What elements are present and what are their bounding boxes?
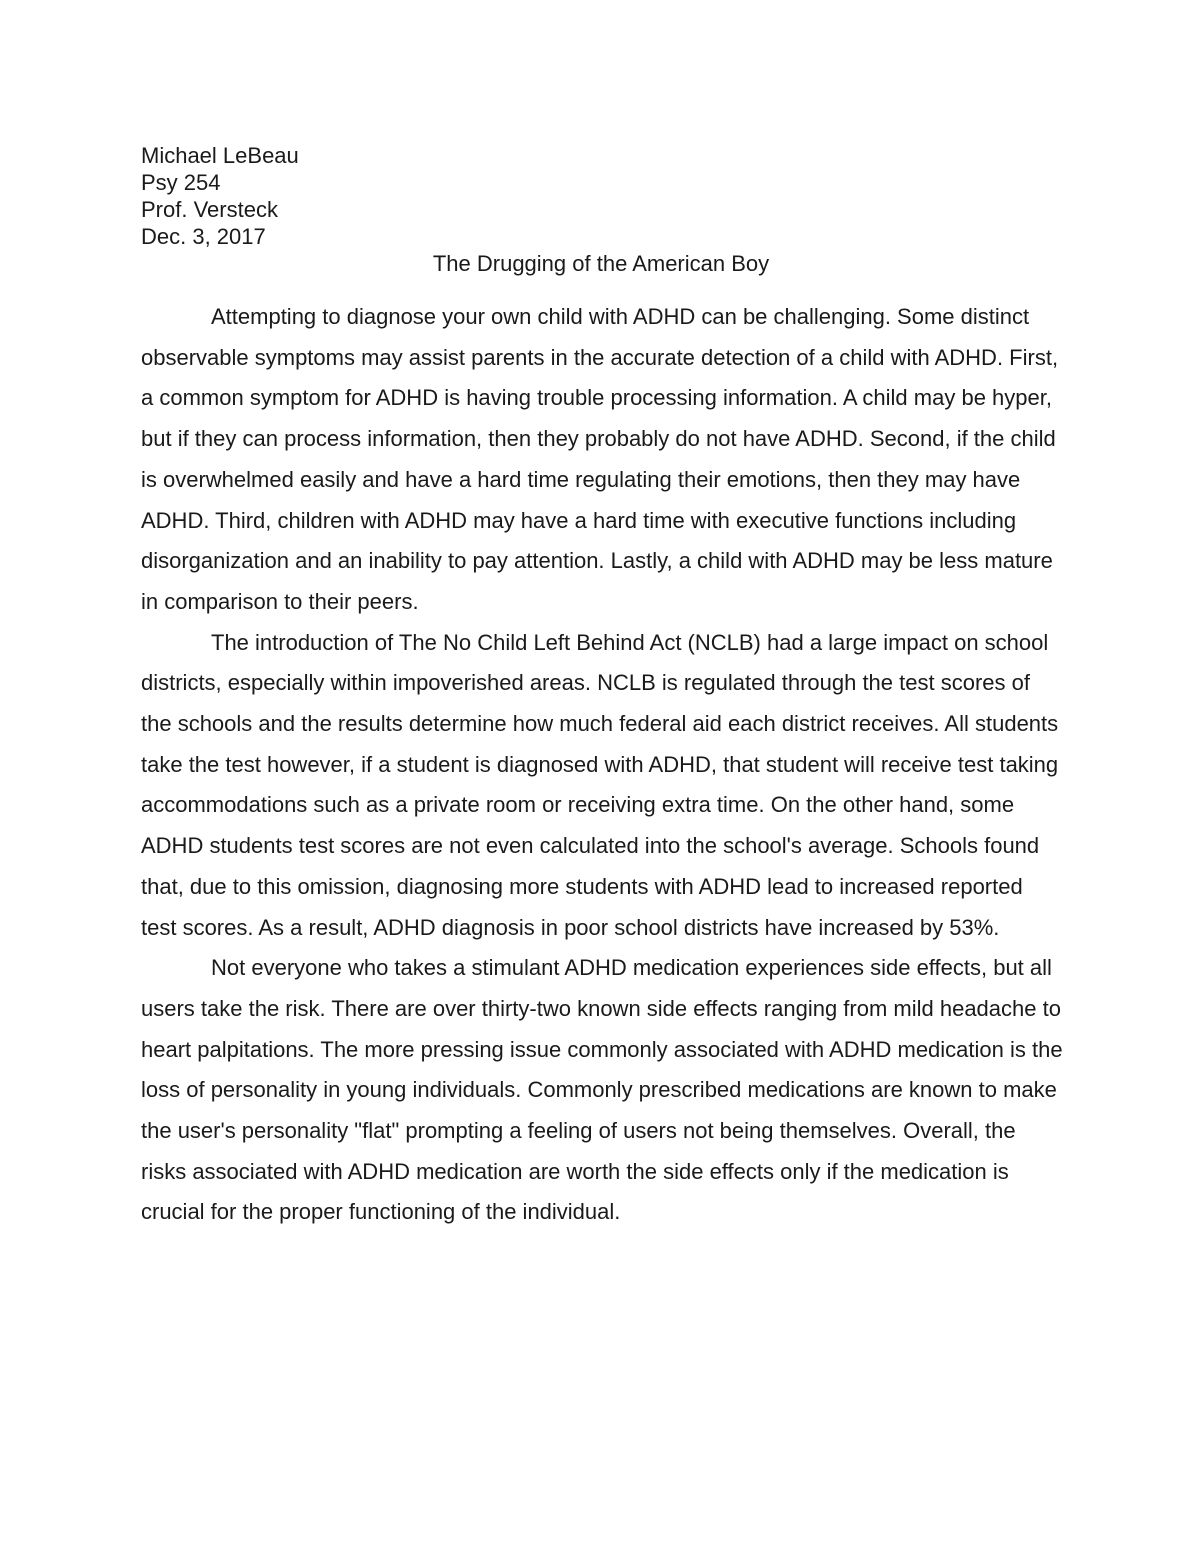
document-body — [141, 297, 1063, 1233]
document-title: The Drugging of the American Boy — [432, 251, 770, 276]
paragraph-nclb: The introduction of The No Child Left Behind Act (NCLB) had a large impact on school districts, especially within impoverished areas. NCLB is regulated through the test scores of the schools and the results determine how much federal aid each district receives. All students take the test however, if a student is diagnosed with ADHD, that student will receive test taking accommodations such as a private room or receiving extra time. On the other hand, some ADHD students test scores are not even calculated into the school's average. Schools found that, due to this omission, diagnosing more students with ADHD lead to increased reported test scores. As a result, ADHD diagnosis in poor school districts have increased by 53%. — [141, 629, 1059, 940]
paragraph-side-effects: Not everyone who takes a stimulant ADHD medication experiences side effects, but all users take the risk. There are over thirty-two known side effects ranging from mild headache to heart palpitations. The more pressing issue commonly associated with ADHD medication is the loss of personality in young individuals. Commonly prescribed medications are known to make the user's personality "flat" prompting a feeling of users not being themselves. Overall, the risks associated with ADHD medication are worth the side effects only if the medication is crucial for the proper functioning of the individual. — [141, 955, 1063, 1225]
paragraph-adhd-symptoms: Attempting to diagnose your own child with ADHD can be challenging. Some distinct observable symptoms may assist parents in the accurate detection of a child with ADHD. First, a common symptom for ADHD is having trouble processing information. A child may be hyper, but if they can process information, then they probably do not have ADHD. Second, if the child is overwhelmed easily and have a hard time regulating their emotions, then they may have ADHD. Third, children with ADHD may have a hard time with executive functions including disorganization and an inability to pay attention. Lastly, a child with ADHD may be less mature in comparison to their peers. — [141, 304, 1059, 614]
header-block — [141, 142, 1061, 250]
document-date: Dec. 3, 2017 — [141, 224, 266, 249]
author-name: Michael LeBeau — [141, 143, 299, 168]
course-name: Psy 254 — [141, 170, 221, 195]
professor-name: Prof. Versteck — [141, 197, 278, 222]
